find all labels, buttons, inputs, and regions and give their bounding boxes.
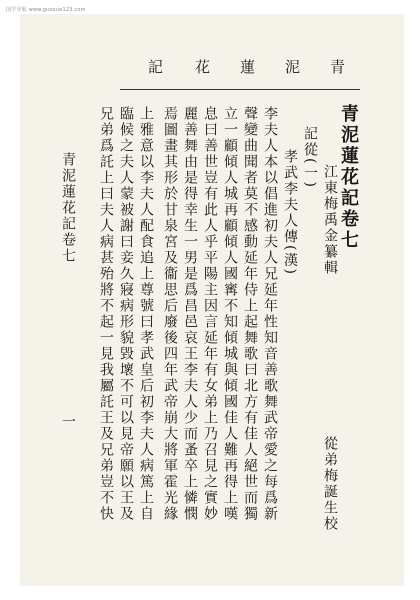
header-rule <box>120 89 360 90</box>
chapter-title: 青泥蓮花記卷七 <box>338 104 359 251</box>
text-column: 麗善舞由是得幸生一男是爲昌邑哀王李夫人少而蚤卒上憐憫 <box>182 106 198 522</box>
text-column: 李夫人本以倡進初夫人兄延年性知音善歌舞武帝愛之每爲新 <box>262 106 278 522</box>
text-column: 上雅意以李夫人配食追上尊號曰孝武皇后初李夫人病篤上自 <box>138 106 154 522</box>
section-heading: 記從(一) <box>302 126 318 189</box>
text-column: 立一顧傾人城再顧傾人國寗不知傾城與傾國佳人難再得上嘆 <box>222 106 238 522</box>
biography-heading: 孝武李夫人傳(漢) <box>282 149 298 276</box>
book-page <box>20 14 404 586</box>
running-head-char: 泥 <box>285 58 301 76</box>
running-head-char: 青 <box>330 58 346 76</box>
footer-book-title: 青泥蓮花記卷七 <box>60 152 76 264</box>
running-head <box>120 58 360 78</box>
running-head-char: 蓮 <box>240 58 256 76</box>
text-column: 息曰善世豈有此人乎平陽主因言延年有女弟上乃召見之實妙 <box>202 106 218 522</box>
site-watermark: 国学导航 www.guoxue123.com <box>6 7 86 13</box>
text-column: 焉圖畫其形於甘泉宮及衞思后廢後四年武帝崩大將軍霍光緣 <box>162 106 178 522</box>
page-number: 一 <box>60 414 76 430</box>
text-column: 聲變曲聞者莫不感動延年侍上起舞歌曰北方有佳人絕世而獨 <box>242 106 258 522</box>
text-column: 臨候之夫人蒙被謝曰妾久寢病形貌毀壞不可以見帝願以王及 <box>118 106 134 522</box>
text-column: 兄弟爲託上曰夫人病甚殆將不起一見我屬託王及兄弟豈不快 <box>98 106 114 522</box>
running-head-char: 記 <box>148 58 164 76</box>
compiler-line: 江東梅禹金纂輯 <box>322 164 338 276</box>
running-head-char: 花 <box>195 58 211 76</box>
proofreader-line: 從弟梅誕生校 <box>322 436 338 532</box>
